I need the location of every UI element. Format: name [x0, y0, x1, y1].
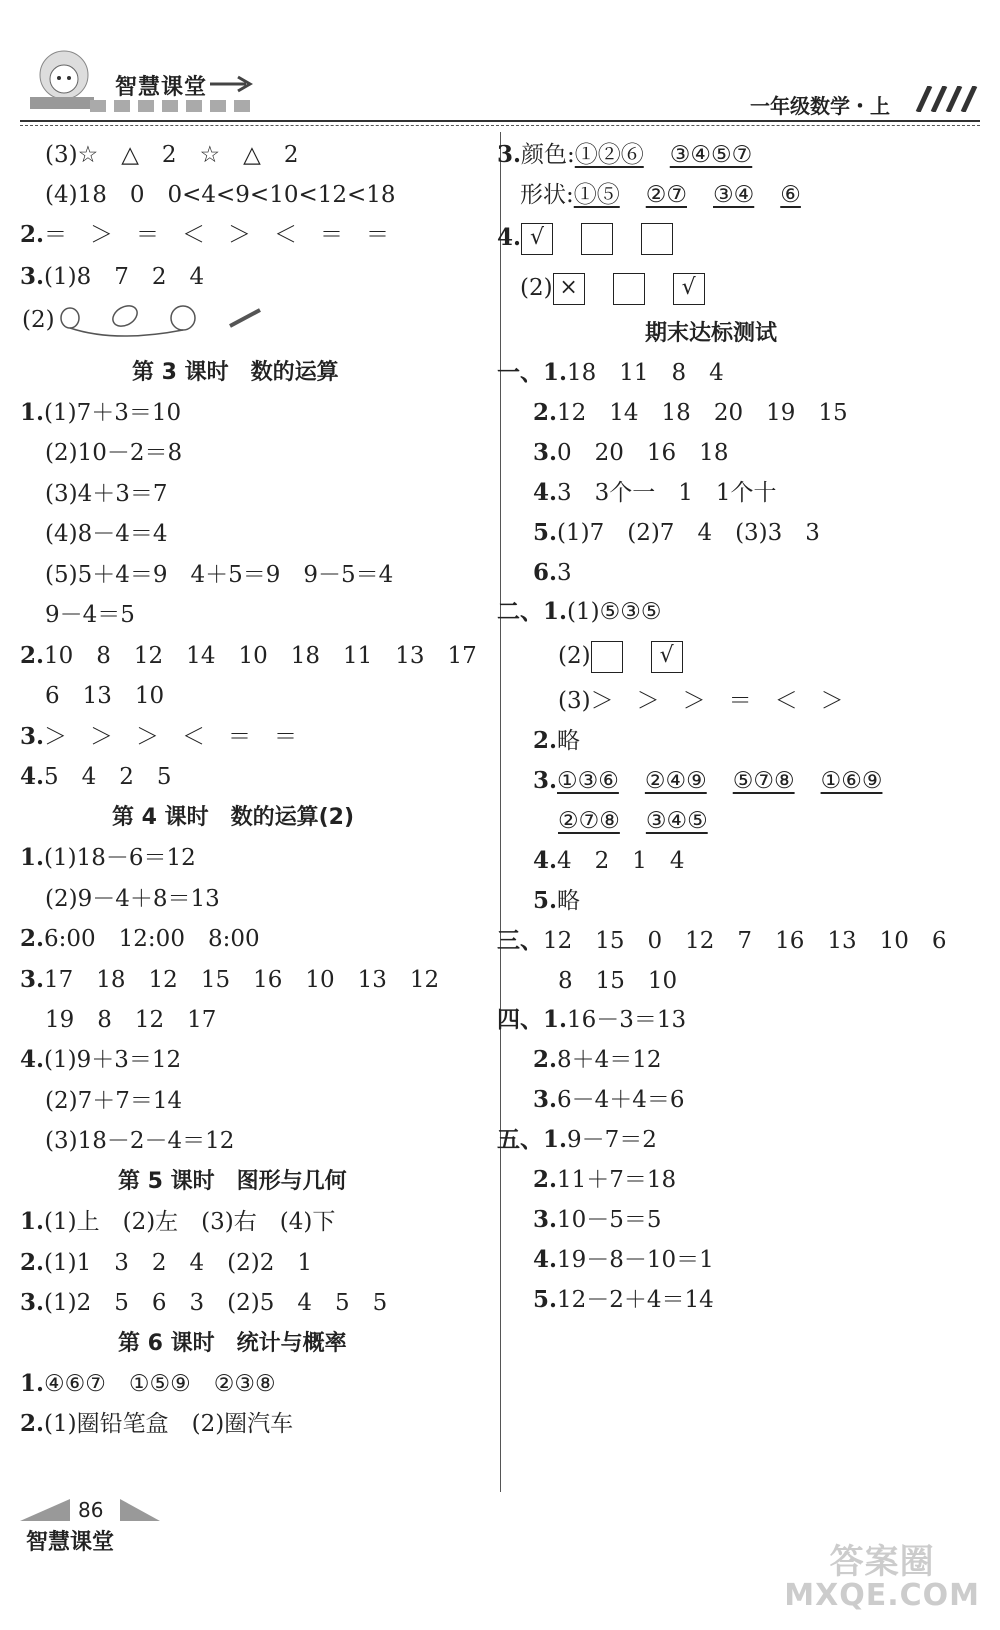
left-line [45, 1005, 216, 1035]
column-separator [500, 132, 501, 1492]
answer-text: ＝ ＞ ＝ ＜ ＞ ＜ ＝ ＝ [44, 222, 390, 248]
left-line [20, 641, 477, 671]
right-line [497, 358, 724, 388]
answer-text: 19 8 12 17 [45, 1007, 217, 1033]
left-line [20, 1248, 312, 1278]
answer-text: (4)18 0 0<4<9<10<12<18 [45, 182, 396, 208]
underlined-answer: ②⑦ [645, 182, 687, 208]
answer-text: 0 20 16 18 [557, 440, 729, 466]
answer-box: √ [673, 273, 705, 305]
question-number: 1. [20, 844, 45, 871]
question-number: 4. [533, 847, 558, 874]
underlined-answer: ②⑦⑧ [558, 808, 620, 834]
answer-text: (2)10－2＝8 [45, 440, 183, 466]
left-line [45, 140, 298, 170]
question-number: 1. [20, 1370, 45, 1397]
question-number: 2. [20, 221, 45, 248]
question-number: 2. [533, 399, 558, 426]
answer-text: 4 2 1 4 [557, 848, 685, 874]
watermark [784, 1542, 980, 1613]
right-line [497, 223, 701, 255]
answer-text: (1)8 7 2 4 [44, 264, 205, 290]
answer-text: (2) [520, 275, 553, 301]
answer-text: 略 [557, 888, 581, 914]
left-line [118, 1328, 347, 1359]
right-line [533, 438, 728, 468]
answer-text: 17 18 12 15 16 10 13 12 [44, 967, 440, 993]
section-heading: 期末达标测试 [645, 321, 778, 346]
watermark-line2: MXQE.COM [784, 1578, 980, 1613]
right-line [533, 1045, 662, 1075]
section-heading: 第 4 课时 数的运算(2) [112, 805, 355, 830]
answer-text: 3 [557, 560, 572, 586]
left-line [112, 802, 354, 833]
stripes-icon [908, 86, 978, 112]
question-number: 二、1. [497, 598, 568, 625]
underlined-answer: ③④⑤ [645, 808, 708, 834]
left-line [20, 398, 181, 428]
section-heading: 第 5 课时 图形与几何 [118, 1169, 347, 1194]
question-number: 5. [533, 1286, 558, 1313]
answer-box: √ [521, 223, 553, 255]
answer-text: 9－4＝5 [45, 602, 135, 628]
left-line [45, 479, 167, 509]
left-line [45, 438, 182, 468]
section-heading: 第 3 课时 数的运算 [132, 360, 339, 385]
header-subject: 一年级数学・上 [750, 94, 890, 118]
question-number: 3. [533, 1206, 558, 1233]
question-number: 5. [533, 887, 558, 914]
right-line [533, 1245, 714, 1275]
answer-text: (5)5＋4＝9 4＋5＝9 9－5＝4 [45, 562, 394, 588]
answer-text: 18 11 8 4 [567, 360, 724, 386]
left-line [45, 560, 393, 590]
answer-text: ＞ ＞ ＞ ＜ ＝ ＝ [44, 724, 298, 750]
question-number: 2. [20, 1249, 45, 1276]
question-number: 6. [533, 559, 558, 586]
answer-text: 11＋7＝18 [557, 1167, 677, 1193]
left-line [20, 1288, 387, 1318]
underlined-answer: ①②⑥ [574, 142, 644, 168]
answer-text: 12 14 18 20 19 15 [557, 400, 848, 426]
answer-box [581, 223, 613, 255]
answer-text: 8 15 10 [558, 968, 678, 994]
question-number: 五、1. [497, 1126, 568, 1153]
left-line [45, 681, 164, 711]
question-number: 5. [533, 519, 558, 546]
answer-text: 8＋4＝12 [557, 1047, 662, 1073]
answer-box [641, 223, 673, 255]
answer-text: 略 [557, 728, 581, 754]
answer-text: 10 8 12 14 10 18 11 13 17 [44, 643, 477, 669]
left-line [20, 965, 439, 995]
question-number: 3. [20, 723, 45, 750]
question-number: 3. [533, 1086, 558, 1113]
vegetables-icon [55, 298, 275, 343]
footer-brand: 智慧课堂 [26, 1530, 115, 1555]
left-line [45, 884, 220, 914]
left-line [45, 519, 167, 549]
answer-text: (1)圈铅笔盒 (2)圈汽车 [44, 1411, 294, 1437]
right-line [533, 558, 572, 588]
right-line [533, 846, 685, 876]
watermark-line1: 答案圈 [829, 1542, 935, 1582]
answer-box: √ [651, 641, 683, 673]
right-line [497, 597, 661, 627]
left-line [45, 180, 396, 210]
answer-text: (3)☆ △ 2 ☆ △ 2 [45, 142, 299, 168]
answer-text: 6:00 12:00 8:00 [44, 926, 260, 952]
header-brand: 智慧课堂 [115, 75, 208, 100]
right-line [645, 318, 777, 349]
question-number: 一、1. [497, 359, 568, 386]
answer-text: (1)⑤③⑤ [567, 599, 662, 625]
answer-text: 12－2＋4＝14 [557, 1287, 714, 1313]
answer-text: (2)7＋7＝14 [45, 1088, 183, 1114]
question-number: 3. [497, 141, 522, 168]
question-number: 2. [20, 642, 45, 669]
header-dashed-rule [20, 125, 980, 126]
answer-text: (2) [22, 307, 55, 333]
underlined-answer: ⑤⑦⑧ [732, 768, 795, 794]
answer-text: 10－5＝5 [557, 1207, 662, 1233]
right-line [533, 1085, 685, 1115]
question-number: 3. [20, 1289, 45, 1316]
underlined-answer: ①⑤ [573, 182, 620, 208]
answer-text: 12 15 0 12 7 16 13 10 6 [543, 928, 947, 954]
section-heading: 第 6 课时 统计与概率 [118, 1331, 347, 1356]
question-number: 3. [533, 767, 558, 794]
left-line [20, 1045, 181, 1075]
right-line [533, 726, 580, 756]
right-line [497, 926, 947, 956]
left-line [22, 305, 55, 335]
answer-text: 3 3个一 1 1个十 [557, 480, 777, 506]
underlined-answer: ③④ [713, 182, 755, 208]
right-line [533, 1165, 676, 1195]
question-number: 2. [533, 1046, 558, 1073]
answer-text: (1)1 3 2 4 (2)2 1 [44, 1250, 312, 1276]
answer-text: (1)上 (2)左 (3)右 (4)下 [44, 1209, 336, 1235]
answer-text: ④⑥⑦ ①⑤⑨ ②③⑧ [44, 1371, 276, 1397]
question-number: 三、 [497, 927, 543, 954]
right-line [558, 806, 734, 836]
right-line [533, 398, 848, 428]
answer-box: × [553, 273, 585, 305]
question-number: 2. [533, 727, 558, 754]
left-line [45, 1086, 182, 1116]
question-number: 2. [20, 1410, 45, 1437]
right-line [533, 518, 820, 548]
question-number: 3. [533, 439, 558, 466]
question-number: 四、1. [497, 1006, 568, 1033]
right-line [558, 641, 711, 673]
answer-text: (3)18－2－4＝12 [45, 1128, 235, 1154]
right-line [533, 766, 908, 796]
answer-text: 6 13 10 [45, 683, 165, 709]
question-number: 4. [497, 224, 522, 251]
answer-text: (1)7＋3＝10 [44, 400, 182, 426]
right-line [558, 966, 677, 996]
page-number: 86 [78, 1498, 104, 1522]
question-number: 3. [20, 966, 45, 993]
header-dots [90, 100, 250, 112]
question-number: 4. [533, 479, 558, 506]
underlined-answer: ①⑥⑨ [820, 768, 883, 794]
answer-text: 5 4 2 5 [44, 764, 172, 790]
header-rule [20, 120, 980, 122]
left-line [20, 1369, 276, 1399]
underlined-answer: ③④⑤⑦ [669, 142, 753, 168]
left-line [20, 220, 389, 250]
right-line [533, 1285, 714, 1315]
right-line [497, 1005, 686, 1035]
underlined-answer: ①③⑥ [557, 768, 619, 794]
question-number: 4. [533, 1246, 558, 1273]
left-line [20, 722, 297, 752]
answer-text: (2) [558, 643, 591, 669]
right-line [533, 1205, 662, 1235]
left-line [45, 1126, 234, 1156]
answer-text: (1)18－6＝12 [44, 845, 196, 871]
left-line [20, 843, 196, 873]
answer-text: 形状: [520, 182, 574, 208]
left-line [132, 357, 339, 388]
answer-text: 19－8－10＝1 [557, 1247, 714, 1273]
answer-box [613, 273, 645, 305]
answer-text: (2)9－4＋8＝13 [45, 886, 220, 912]
question-number: 2. [533, 1166, 558, 1193]
right-line [533, 478, 777, 508]
question-number: 1. [20, 399, 45, 426]
answer-text: (4)8－4＝4 [45, 521, 168, 547]
answer-text: 16－3＝13 [567, 1007, 687, 1033]
left-line [20, 762, 172, 792]
answer-text: (3)4＋3＝7 [45, 481, 168, 507]
underlined-answer: ⑥ [780, 182, 801, 208]
right-line [533, 886, 580, 916]
right-line [497, 1125, 657, 1155]
right-line [497, 140, 778, 170]
left-line [45, 600, 135, 630]
question-number: 4. [20, 763, 45, 790]
answer-text: (1)9＋3＝12 [44, 1047, 182, 1073]
answer-text: (3)＞ ＞ ＞ ＝ ＜ ＞ [558, 688, 844, 714]
answer-box [591, 641, 623, 673]
arrow-icon [210, 74, 254, 94]
question-number: 1. [20, 1208, 45, 1235]
underlined-answer: ②④⑨ [644, 768, 707, 794]
answer-text: (1)2 5 6 3 (2)5 4 5 5 [44, 1290, 388, 1316]
left-line [20, 1207, 335, 1237]
answer-text: 颜色: [521, 142, 575, 168]
right-line [558, 686, 844, 716]
left-line [20, 262, 204, 292]
left-line [20, 1409, 293, 1439]
answer-text: 9－7＝2 [567, 1127, 657, 1153]
right-line [520, 273, 733, 305]
question-number: 3. [20, 263, 45, 290]
question-number: 2. [20, 925, 45, 952]
answer-text: 6－4＋4＝6 [557, 1087, 685, 1113]
answer-text: (1)7 (2)7 4 (3)3 3 [557, 520, 820, 546]
left-line [118, 1166, 347, 1197]
right-line [520, 180, 827, 210]
left-line [20, 924, 260, 954]
question-number: 4. [20, 1046, 45, 1073]
